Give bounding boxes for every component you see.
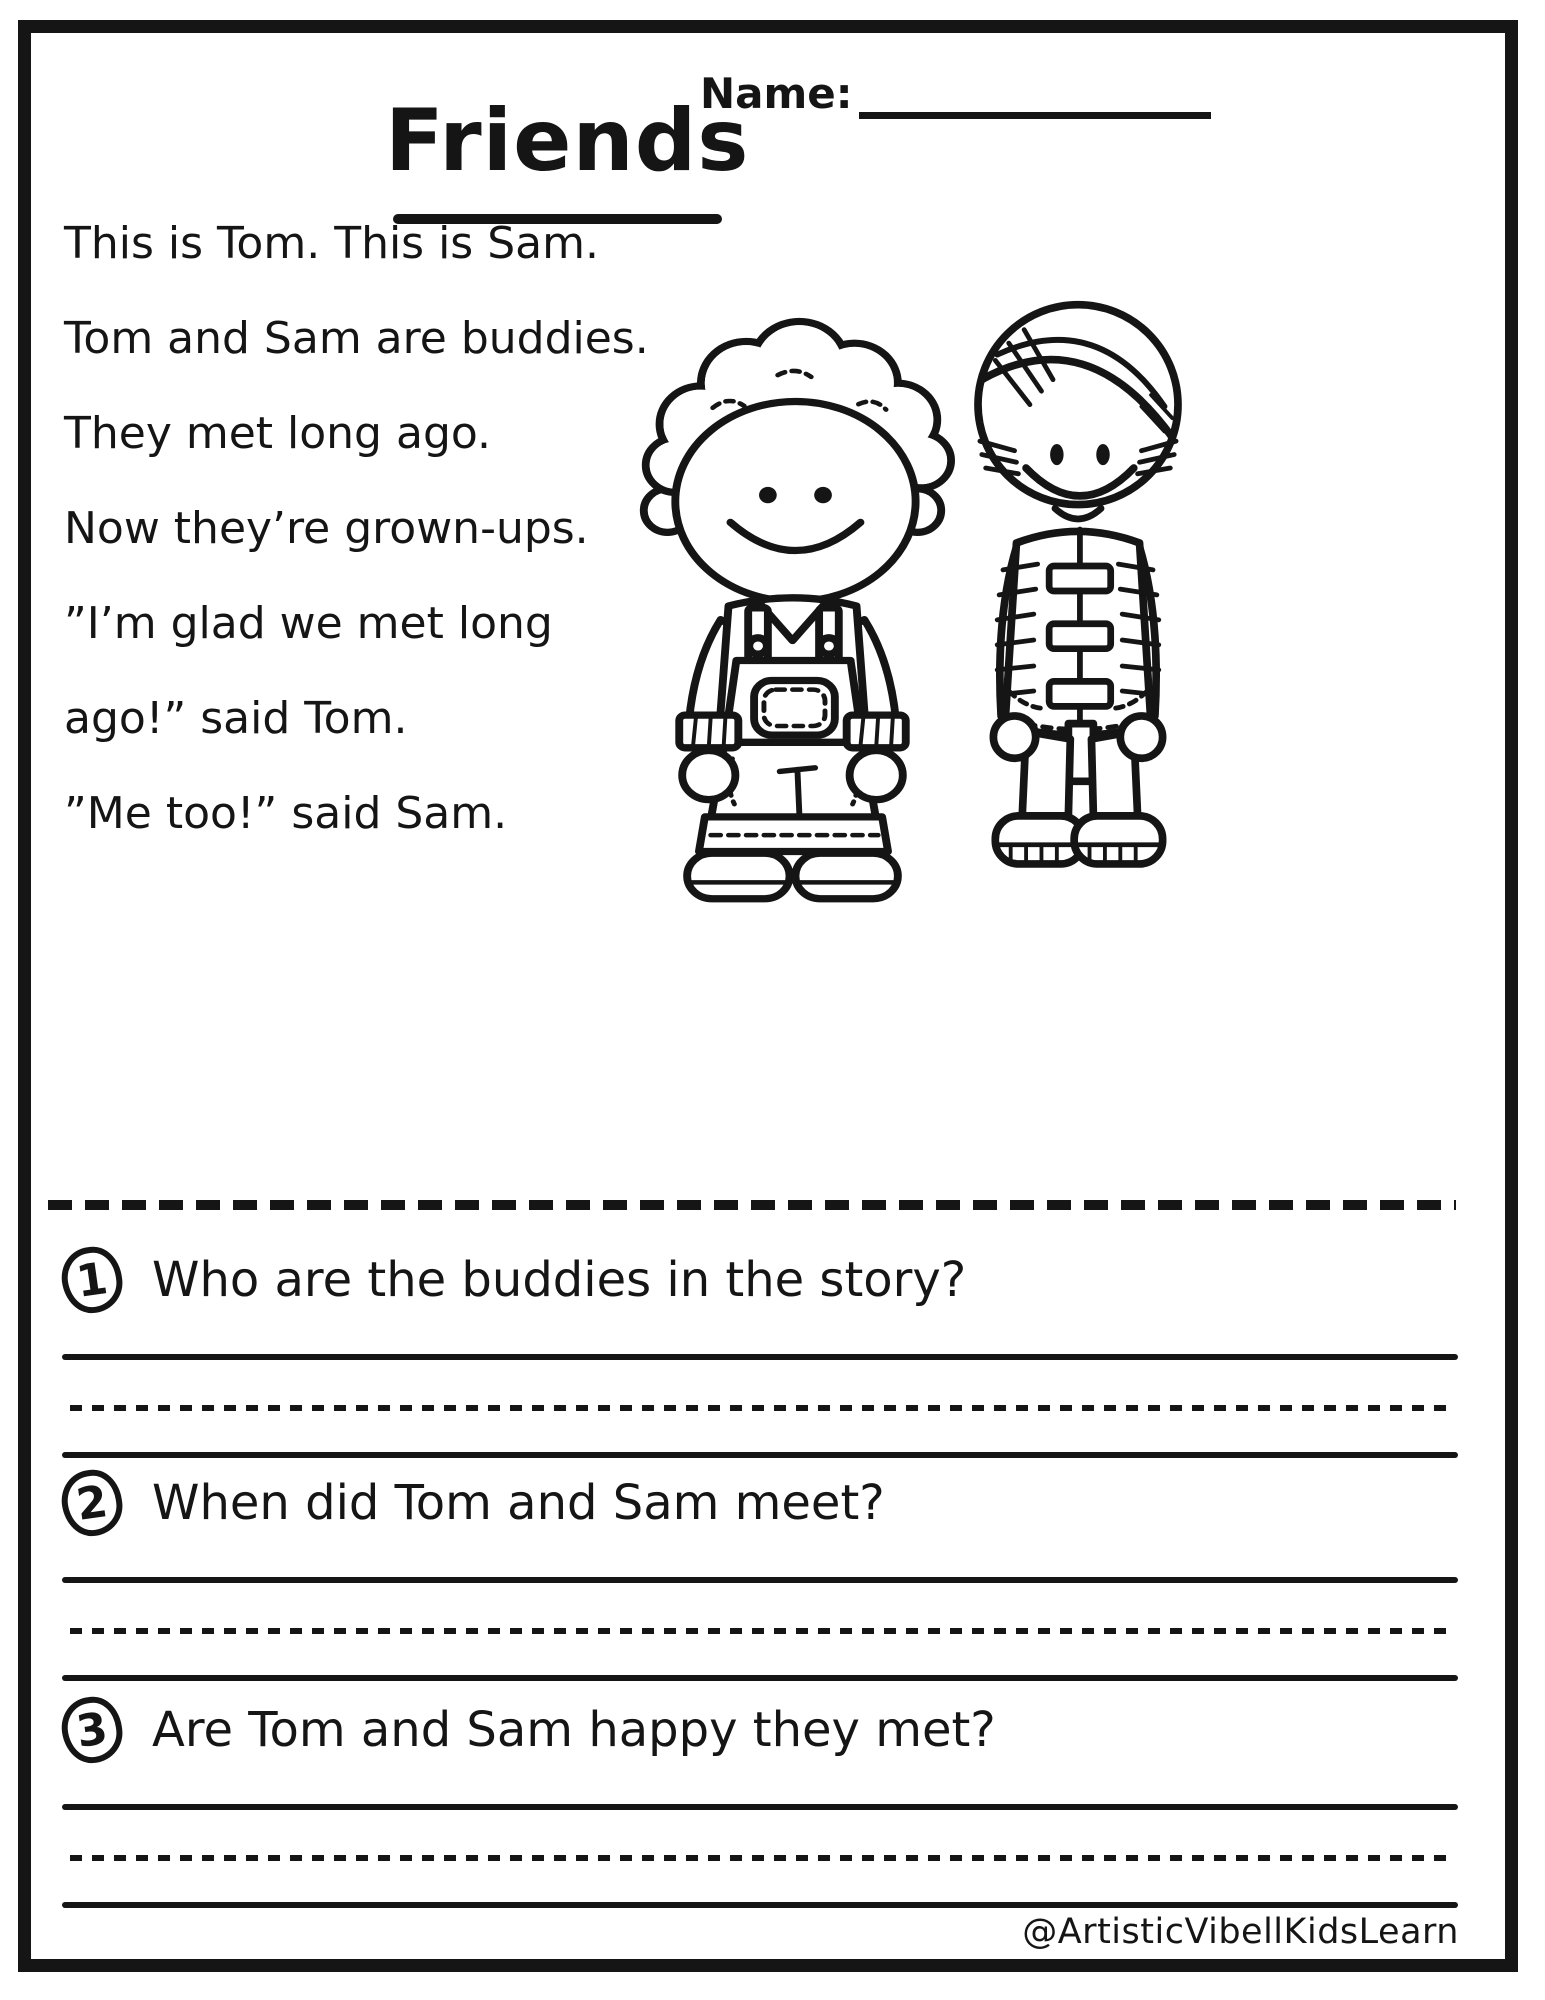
question-3-heading [62, 1692, 1458, 1768]
question-2-text: When did Tom and Sam meet? [152, 1475, 885, 1531]
question-1-heading [62, 1242, 1458, 1318]
answer-line-bottom[interactable] [62, 1452, 1458, 1458]
question-1-answer-lines[interactable] [62, 1354, 1458, 1458]
story-line: ”I’m glad we met long [64, 598, 553, 649]
answer-line-middle-dashed[interactable] [70, 1855, 1450, 1861]
name-field-line[interactable] [859, 70, 1211, 119]
answer-line-middle-dashed[interactable] [70, 1405, 1450, 1411]
story-line: They met long ago. [64, 408, 492, 459]
question-2-heading [62, 1465, 1458, 1541]
sam-character-illustration [953, 272, 1203, 887]
tom-character-illustration [630, 306, 955, 906]
question-2-number-badge: 2 [58, 1466, 127, 1540]
answer-line-bottom[interactable] [62, 1902, 1458, 1908]
question-3-text: Are Tom and Sam happy they met? [152, 1702, 996, 1758]
answer-line-top[interactable] [62, 1354, 1458, 1360]
section-divider [48, 1200, 1456, 1210]
story-line: ago!” said Tom. [64, 693, 408, 744]
friends-illustration [618, 258, 1203, 908]
answer-line-top[interactable] [62, 1577, 1458, 1583]
question-1-number-badge: 1 [58, 1243, 127, 1317]
story-line: ”Me too!” said Sam. [64, 788, 508, 839]
question-2-answer-lines[interactable] [62, 1577, 1458, 1681]
question-block-1 [62, 1242, 1458, 1458]
story-line: This is Tom. This is Sam. [64, 218, 599, 269]
question-block-3 [62, 1692, 1458, 1908]
name-row [700, 70, 1211, 119]
story-line: Now they’re grown-ups. [64, 503, 589, 554]
name-label: Name: [700, 69, 853, 118]
answer-line-middle-dashed[interactable] [70, 1628, 1450, 1634]
question-1-text: Who are the buddies in the story? [152, 1252, 967, 1308]
story-line: Tom and Sam are buddies. [64, 313, 649, 364]
answer-line-bottom[interactable] [62, 1675, 1458, 1681]
question-3-number-badge: 3 [58, 1693, 127, 1767]
question-3-answer-lines[interactable] [62, 1804, 1458, 1908]
author-credit: @ArtisticVibellKidsLearn [1022, 1912, 1459, 1952]
page-title: Friends [385, 91, 750, 191]
answer-line-top[interactable] [62, 1804, 1458, 1810]
question-block-2 [62, 1465, 1458, 1681]
